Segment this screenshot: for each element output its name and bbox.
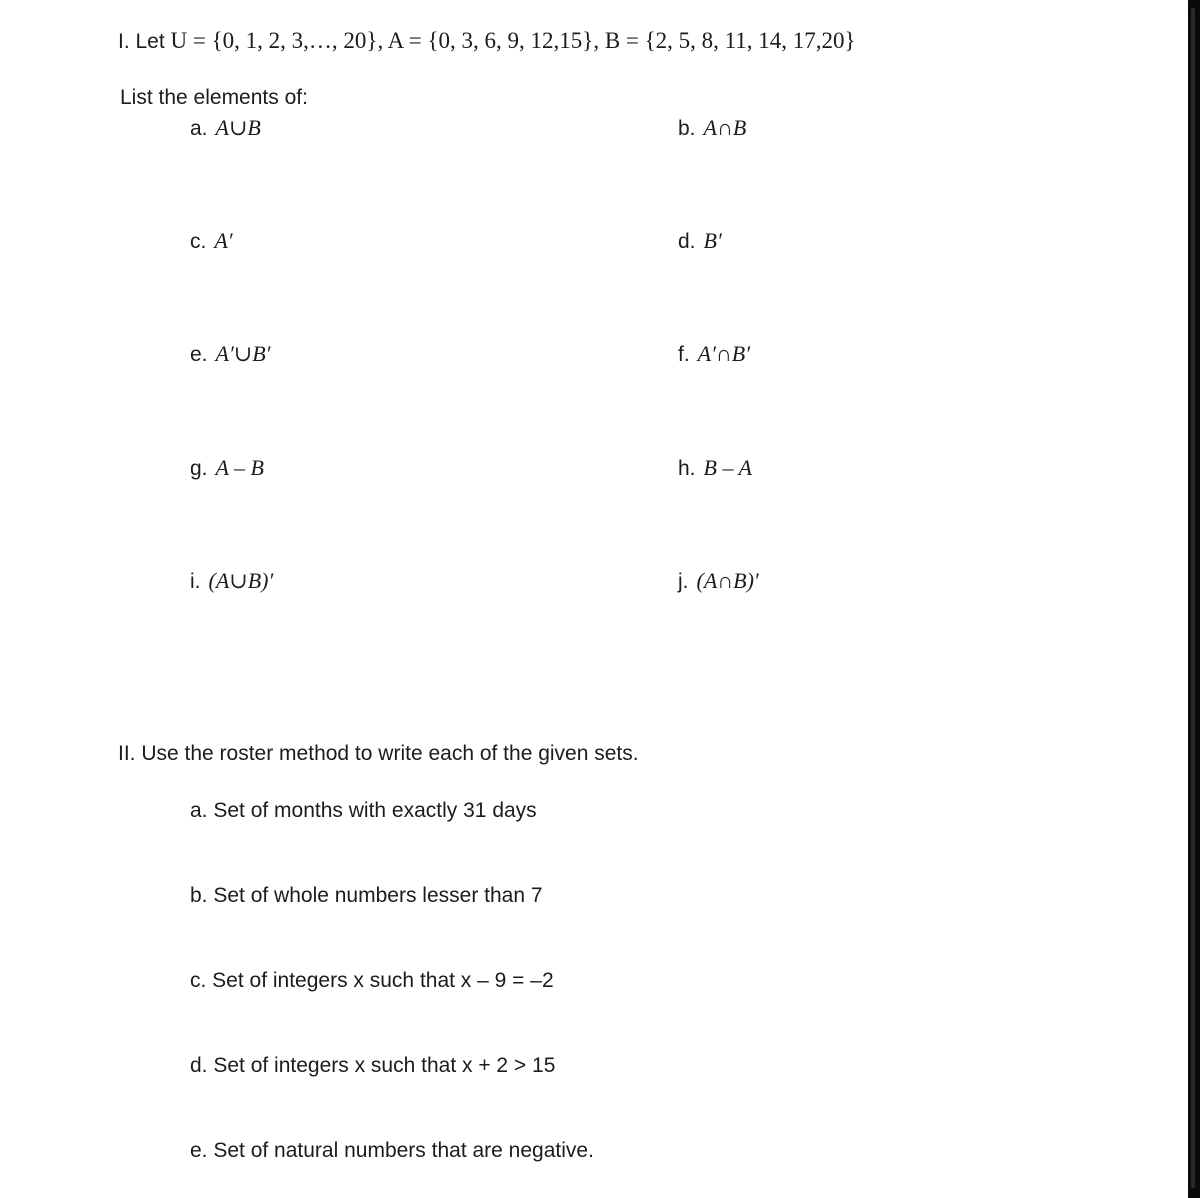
item-expression: A∩B xyxy=(703,115,747,140)
part1-item-c xyxy=(190,228,233,254)
part2-item-b: b. Set of whole numbers lesser than 7 xyxy=(190,884,543,907)
item-expression: A∪B xyxy=(215,115,261,140)
item-label: e. xyxy=(190,343,208,366)
part1-item-a xyxy=(190,115,261,141)
part1-item-j xyxy=(678,568,759,594)
item-label: b. xyxy=(678,117,696,140)
part1-item-f xyxy=(678,341,750,367)
item-expression: A′ xyxy=(214,228,233,253)
item-label: d. xyxy=(678,230,696,253)
part1-item-b xyxy=(678,115,746,141)
part1-item-h xyxy=(678,455,752,481)
part1-heading-prefix: I. Let xyxy=(118,30,171,53)
item-label: f. xyxy=(678,343,690,366)
part2-heading: II. Use the roster method to write each of the given sets. xyxy=(118,742,639,765)
item-expression: (A∩B)′ xyxy=(696,568,759,593)
set-definitions: U = {0, 1, 2, 3,…, 20}, A = {0, 3, 6, 9, 12,15}, B = {2, 5, 8, 11, 14, 17,20} xyxy=(170,28,856,53)
part1-item-g xyxy=(190,455,264,481)
part1-instruction: List the elements of: xyxy=(120,86,308,109)
item-expression: (A∪B)′ xyxy=(208,568,274,593)
item-label: g. xyxy=(190,457,208,480)
item-expression: B′ xyxy=(703,228,722,253)
item-expression: A – B xyxy=(215,455,264,480)
item-label: i. xyxy=(190,570,201,593)
part1-item-d xyxy=(678,228,722,254)
item-expression: B – A xyxy=(703,455,752,480)
part1-item-e xyxy=(190,341,270,367)
item-label: j. xyxy=(678,570,689,593)
item-expression: A′∩B′ xyxy=(697,341,751,366)
item-expression: A′∪B′ xyxy=(215,341,271,366)
part2-item-a: a. Set of months with exactly 31 days xyxy=(190,799,537,822)
part1-heading xyxy=(118,28,856,54)
item-label: h. xyxy=(678,457,696,480)
part2-item-d: d. Set of integers x such that x + 2 > 15 xyxy=(190,1054,556,1077)
item-label: a. xyxy=(190,117,208,140)
part2-item-e: e. Set of natural numbers that are negative. xyxy=(190,1139,594,1162)
part2-item-c: c. Set of integers x such that x – 9 = –2 xyxy=(190,969,554,992)
scrollbar-thumb[interactable] xyxy=(1191,8,1195,1188)
part1-item-i xyxy=(190,568,273,594)
item-label: c. xyxy=(190,230,207,253)
